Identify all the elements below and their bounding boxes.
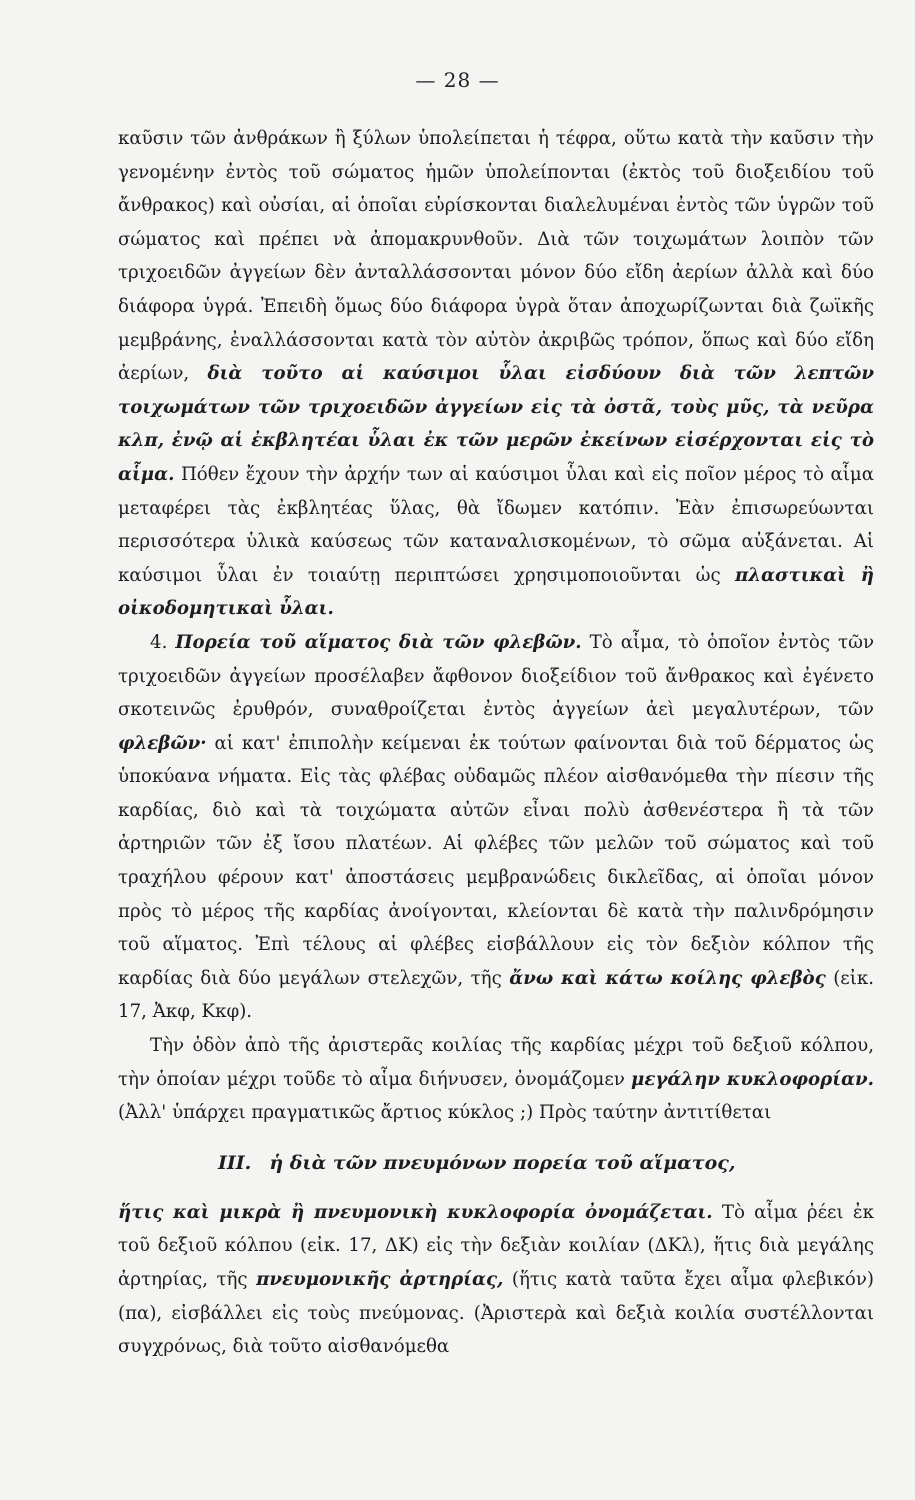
text-run: Τὴν ὁδὸν ἀπὸ τῆς ἀριστερᾶς κοιλίας τῆς καρδίας μέχρι τοῦ δεξιοῦ κόλπου, τὴν ὁποίαν μέχρι τοῦδε τὸ αἷμα διήνυσεν, ὀνομάζομεν [118,1035,874,1090]
emphasis-run: διὰ τοῦτο αἱ καύσιμοι ὗλαι εἰσδύουν διὰ τῶν λεπτῶν τοιχωμάτων τῶν τριχοειδῶν ἀγγείων εἰς τὰ ὀστᾶ, τοὺς μῦς, τὰ νεῦρα κλπ, ἐνῷ αἱ ἐκβλητέαι ὗλαι ἐκ τῶν μερῶν ἐκείνων εἰσέρχονται εἰς τὸ αἷμα. [118,363,874,485]
emphasis-run: φλεβῶν· [118,732,207,754]
subheading-text: ἡ διὰ τῶν πνευμόνων πορεία τοῦ αἵματος, [269,1151,736,1174]
text-run: (εἰκ. 17, Ἀκφ, Κκφ). [118,967,874,1023]
text-run: Τὸ αἷμα, τὸ ὁποῖον ἐντὸς τῶν τριχοειδῶν ἀγγείων προσέλαβεν ἄφθονον διοξείδιον τοῦ ἄνθρακος καὶ ἐγένετο σκοτεινῶς ἐρυθρόν, συναθροίζεται ἐντὸς ἀγγείων ἀεὶ μεγαλυτέρων, τῶν [118,631,874,721]
body-text [118,122,874,1364]
paragraph-pulmonary [118,1196,874,1364]
text-run: Τὸ αἷμα ῥέει ἐκ τοῦ δεξιοῦ κόλπου (εἰκ. 17, ΔΚ) εἰς τὴν δεξιὰν κοιλίαν (ΔΚλ), ἥτις διὰ μεγάλης ἀρτηρίας, τῆς [118,1201,874,1290]
paragraph-combustion [118,122,874,626]
paragraph-veins [118,626,874,1029]
paragraph-great-circulation [118,1029,874,1130]
section-heading: Πορεία τοῦ αἵματος διὰ τῶν φλεβῶν. [175,631,582,653]
emphasis-run: πλαστικαὶ ἢ οἰκοδομητικαὶ ὗλαι. [118,564,874,620]
text-run: αἱ κατ' ἐπιπολὴν κείμεναι ἐκ τούτων φαίνονται διὰ τοῦ δέρματος ὡς ὑποκύανα νήματα. Εἰς τὰς φλέβας οὐδαμῶς πλέον αἰσθανόμεθα τὴν πίεσιν τῆς καρδίας, διὸ καὶ τὰ τοιχώματα αὐτῶν εἶναι πολὺ ἀσθενέστερα ἢ τὰ τῶν ἀρτηριῶν τῶν ἐξ ἴσου πλατέων. Αἱ φλέβες τῶν μελῶν τοῦ σώματος καὶ τοῦ τραχήλου φέρουν κατ' ἀποστάσεις μεμβρανώδεις δικλεῖδας, αἱ ὁποῖαι μόνον πρὸς τὸ μέρος τῆς καρδίας ἀνοίγονται, κλείονται δὲ κατὰ τὴν παλινδρόμησιν τοῦ αἵματος. Ἐπὶ τέλους αἱ φλέβες εἰσβάλλουν εἰς τὸν δεξιὸν κόλπον τῆς καρδίας διὰ δύο μεγάλων στελεχῶν, τῆς [118,732,874,989]
page-number: — 28 — [415,68,500,92]
emphasis-run: ἥτις καὶ μικρὰ ἢ πνευμονικὴ κυκλοφορία ὀνομάζεται. [118,1201,713,1223]
subheading-number: III. [218,1151,252,1174]
emphasis-run: ἄνω καὶ κάτω κοίλης φλεβὸς [509,967,826,989]
emphasis-run: μεγάλην κυκλοφορίαν. [631,1068,874,1090]
emphasis-run: πνευμονικῆς ἀρτηρίας, [256,1269,504,1290]
subheading [118,1130,874,1196]
text-run: (ἥτις κατὰ ταῦτα ἔχει αἷμα φλεβικόν) (πα), εἰσβάλλει εἰς τοὺς πνεύμονας. (Ἀριστερὰ καὶ δεξιὰ κοιλία συστέλλονται συγχρόνως, διὰ τοῦτο αἰσθανόμεθα [118,1269,874,1358]
section-number: 4. [150,631,168,653]
text-run: καῦσιν τῶν ἀνθράκων ἢ ξύλων ὑπολείπεται ἡ τέφρα, οὕτω κατὰ τὴν καῦσιν τὴν γενομένην ἐντὸς τοῦ σώματος ἡμῶν ὑπολείπονται (ἐκτὸς τοῦ διοξειδίου τοῦ ἄνθρακος) καὶ οὐσίαι, αἱ ὁποῖαι εὑρίσκονται διαλελυμέναι ἐντὸς τῶν ὑγρῶν τοῦ σώματος καὶ πρέπει νὰ ἀπομακρυνθοῦν. Διὰ τῶν τοιχωμάτων λοιπὸν τῶν τριχοειδῶν ἀγγείων δὲν ἀνταλλάσσονται μόνον δύο εἴδη ἀερίων ἀλλὰ καὶ δύο διάφορα ὑγρά. Ἐπειδὴ ὅμως δύο διάφορα ὑγρὰ ὅταν ἀποχωρίζωνται διὰ ζωϊκῆς μεμβράνης, ἐναλλάσσονται κατὰ τὸν αὐτὸν ἀκριβῶς τρόπον, ὅπως καὶ δύο εἴδη ἀερίων, [118,128,874,385]
text-run: (Ἀλλ' ὑπάρχει πραγματικῶς ἄρτιος κύκλος ;) Πρὸς ταύτην ἀντιτίθεται [118,1102,772,1124]
text-run: Πόθεν ἔχουν τὴν ἀρχήν των αἱ καύσιμοι ὗλαι καὶ εἰς ποῖον μέρος τὸ αἷμα μεταφέρει τὰς ἐκβλητέας ὕλας, θὰ ἴδωμεν κατόπιν. Ἐὰν ἐπισωρεύωνται περισσότερα ὑλικὰ καύσεως τῶν καταναλισκομένων, τὸ σῶμα αὐξάνεται. Αἱ καύσιμοι ὗλαι ἐν τοιαύτῃ περιπτώσει χρησιμοποιοῦνται ὡς [118,463,874,586]
